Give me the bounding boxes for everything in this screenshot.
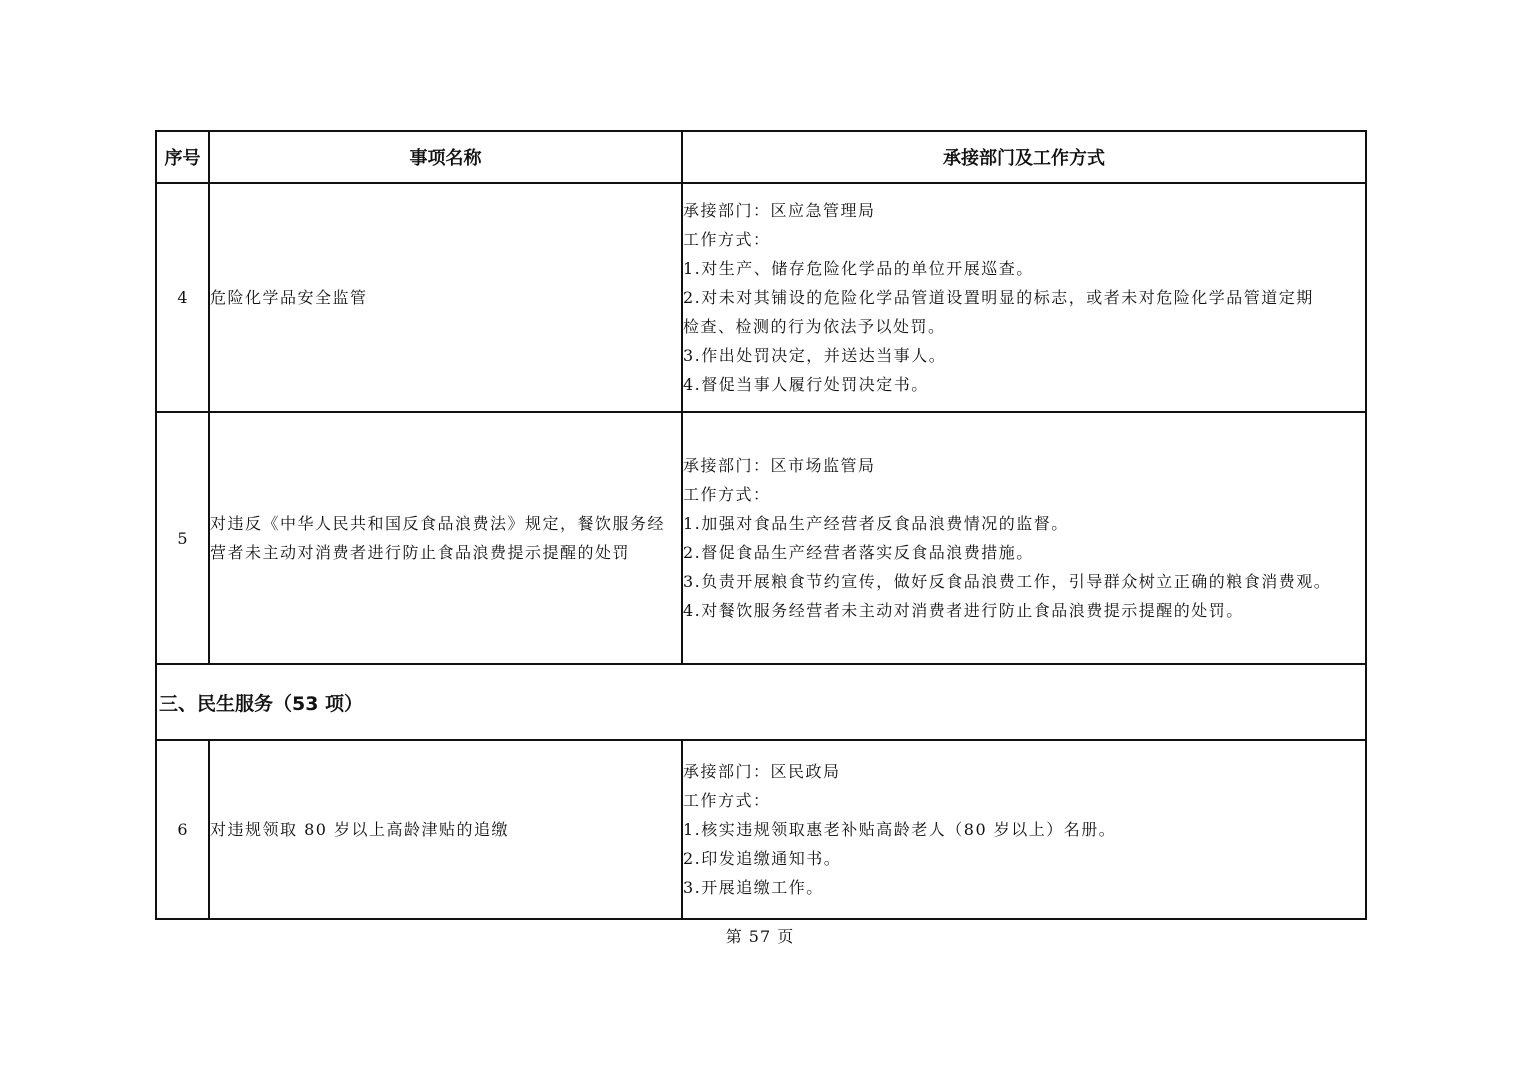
method-line: 承接部门：区应急管理局 <box>683 201 876 220</box>
method-line: 1.加强对食品生产经营者反食品浪费情况的监督。 <box>683 514 1069 533</box>
method-line: 工作方式： <box>683 485 771 504</box>
table-row <box>156 740 1366 919</box>
header-item-name: 事项名称 <box>209 131 682 183</box>
method-line: 2.印发追缴通知书。 <box>683 849 842 868</box>
method-line: 3.作出处罚决定，并送达当事人。 <box>683 346 947 365</box>
row-item-name: 对违规领取 80 岁以上高龄津贴的追缴 <box>209 740 682 919</box>
method-line: 1.对生产、储存危险化学品的单位开展巡查。 <box>683 259 1034 278</box>
method-line: 1.核实违规领取惠老补贴高龄老人（80 岁以上）名册。 <box>683 820 1117 839</box>
row-department-method <box>682 183 1366 412</box>
method-line: 2.对未对其铺设的危险化学品管道设置明显的标志，或者未对危险化学品管道定期 <box>683 288 1314 307</box>
row-item-name: 危险化学品安全监管 <box>209 183 682 412</box>
method-line: 工作方式： <box>683 230 771 249</box>
header-department-method: 承接部门及工作方式 <box>682 131 1366 183</box>
method-line: 2.督促食品生产经营者落实反食品浪费措施。 <box>683 543 1034 562</box>
table-row <box>156 412 1366 664</box>
table-row <box>156 183 1366 412</box>
header-serial: 序号 <box>156 131 209 183</box>
method-line: 4.督促当事人履行处罚决定书。 <box>683 375 929 394</box>
table-header-row <box>156 131 1366 183</box>
matters-table <box>155 130 1367 920</box>
row-serial: 5 <box>156 412 209 664</box>
method-line: 3.开展追缴工作。 <box>683 878 824 897</box>
method-line: 检查、检测的行为依法予以处罚。 <box>683 317 946 336</box>
page-number: 第 57 页 <box>725 927 795 946</box>
section-heading-row <box>156 664 1366 740</box>
method-line: 工作方式： <box>683 791 771 810</box>
row-department-method <box>682 740 1366 919</box>
method-line: 4.对餐饮服务经营者未主动对消费者进行防止食品浪费提示提醒的处罚。 <box>683 601 1244 620</box>
method-line: 3.负责开展粮食节约宣传，做好反食品浪费工作，引导群众树立正确的粮食消费观。 <box>683 572 1332 591</box>
row-department-method <box>682 412 1366 664</box>
row-item-name: 对违反《中华人民共和国反食品浪费法》规定，餐饮服务经营者未主动对消费者进行防止食品浪费提示提醒的处罚 <box>209 412 682 664</box>
section-heading: 三、民生服务（53 项） <box>156 664 1366 740</box>
row-serial: 6 <box>156 740 209 919</box>
method-line: 承接部门：区民政局 <box>683 762 841 781</box>
row-serial: 4 <box>156 183 209 412</box>
method-line: 承接部门：区市场监管局 <box>683 456 876 475</box>
